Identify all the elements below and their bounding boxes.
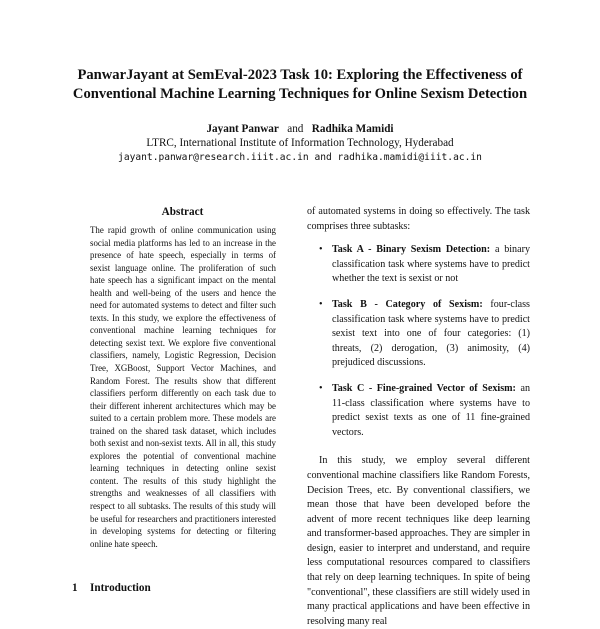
subtask-description: a binary classification task where systems have to predict whether the text is sexist or not <box>332 244 530 285</box>
author-email-2: radhika.mamidi@iiit.ac.in <box>337 152 482 163</box>
subtask-label: Task A - Binary Sexism Detection: <box>332 244 491 256</box>
abstract-text: The rapid growth of online communication using social media platforms has led to an increase in the presence of hate speech, especially in terms of sexist language online. The proliferation of such hate speech has a significant impact on the mental health and well-being of the users and hence the need for automated systems to detect and filter such texts. In this study, we explore the effectiveness of conventional machine learning techniques for detecting sexist text. We explore five conventional classifiers, namely, Logistic Regression, Decision Tree, XGBoost, Support Vector Machines, and Random Forest. The results show that different classifiers perform differently on each task due to their different inherent architectures which may be suited to a certain problem more. These models are trained on the shared task dataset, which includes both sexist and non-sexist texts. All in all, this study explores the potential of conventional machine learning techniques in detecting online sexist content. The results of this study highlight the strengths and weaknesses of all classifiers with respect to all subtasks. The results of this study will be useful for researchers and practitioners interested in developing systems for detecting or filtering online hate speech. <box>90 225 276 549</box>
section-number: 1 <box>72 582 78 594</box>
author-name-2: Radhika Mamidi <box>311 123 394 135</box>
author-email-1: jayant.panwar@research.iiit.ac.in <box>118 152 309 163</box>
abstract-heading: Abstract <box>161 206 204 218</box>
subtask-description: four-class classification task where systems have to predict sexist text into one of four categories: (1) threats, (2) derogation, (3) animosity, (4) prejudiced discussions. <box>332 298 530 369</box>
paper-title-line2: Conventional Machine Learning Techniques for Online Sexism Detection <box>72 86 528 102</box>
author-affiliation: LTRC, International Institute of Information Technology, Hyderabad <box>146 137 454 149</box>
subtask-description: an 11-class classification where systems have to predict sexist texts as one of 11 fine-grained vectors. <box>332 382 530 438</box>
bullet-icon: • <box>319 298 323 310</box>
subtask-list <box>307 243 530 440</box>
body-paragraph: In this study, we employ several different conventional machine classifiers like Random Forests, Decision Trees, etc. By conventional classifiers, we mean those that have been developed before the advent of more recent techniques like deep learning and transformer-based approaches. They are simpler in design, easier to interpret and understand, and require less computational resources compared to classifiers that rely on deep learning techniques. In spite of being "conventional", these classifiers are still widely used in many practical applications and have been effective in resolving many real <box>307 455 530 627</box>
email-separator: and <box>314 152 332 163</box>
subtask-label: Task C - Fine-grained Vector of Sexism: <box>332 382 516 394</box>
right-column <box>307 205 530 629</box>
author-separator: and <box>287 123 304 135</box>
right-column-intro-text: of automated systems in doing so effectively. The task comprises three subtasks: <box>307 206 530 232</box>
subtask-item-b <box>307 298 530 371</box>
paper-title <box>20 66 580 104</box>
paper-title-line1: PanwarJayant at SemEval-2023 Task 10: Exploring the Effectiveness of <box>77 67 523 83</box>
subtask-label: Task B - Category of Sexism: <box>332 298 483 310</box>
author-name-1: Jayant Panwar <box>206 123 279 135</box>
bullet-icon: • <box>319 244 323 256</box>
section-heading-introduction <box>72 581 151 595</box>
subtask-item-a <box>307 243 530 287</box>
bullet-icon: • <box>319 382 323 394</box>
subtask-item-c <box>307 382 530 440</box>
author-emails <box>20 151 580 165</box>
author-list <box>20 122 580 136</box>
section-title: Introduction <box>90 582 151 594</box>
